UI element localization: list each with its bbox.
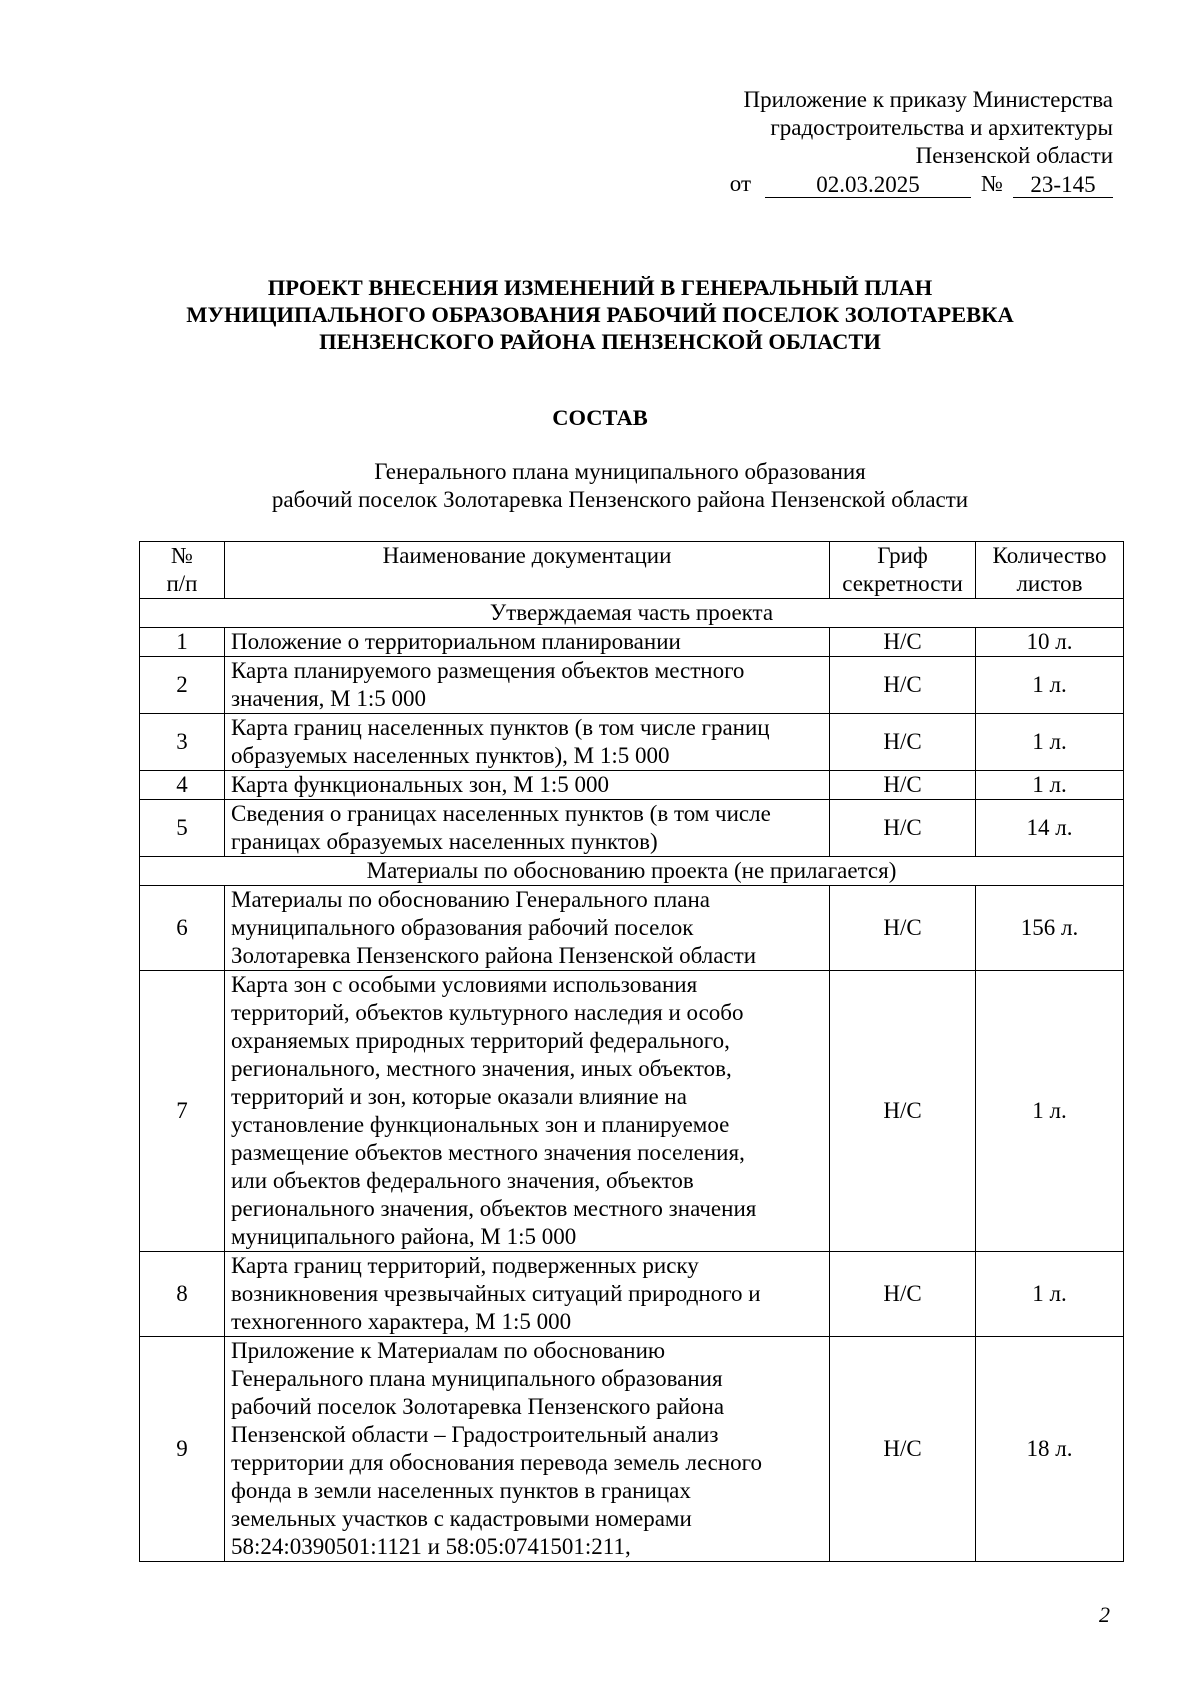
- document-name-line: земельных участков с кадастровыми номерами: [231, 1506, 692, 1531]
- sheet-count: 1 л.: [976, 657, 1124, 714]
- document-name-line: Положение о территориальном планировании: [231, 629, 681, 654]
- sheet-count: 10 л.: [976, 628, 1124, 657]
- document-name-line: Сведения о границах населенных пунктов (в том числе: [231, 801, 771, 826]
- document-name-line: территорий, объектов культурного наследия и особо: [231, 1000, 744, 1025]
- document-name-line: Приложение к Материалам по обоснованию: [231, 1338, 666, 1363]
- document-name-line: Карта границ территорий, подверженных риску: [231, 1253, 699, 1278]
- row-number: 8: [140, 1252, 225, 1337]
- subtitle-line: Генерального плана муниципального образования: [374, 459, 866, 484]
- order-date: 02.03.2025: [765, 173, 971, 198]
- section-title: Материалы по обоснованию проекта (не прилагается): [140, 857, 1124, 886]
- row-number: 7: [140, 971, 225, 1252]
- section-title: Утверждаемая часть проекта: [140, 599, 1124, 628]
- row-number: 5: [140, 800, 225, 857]
- document-name-line: значения, М 1:5 000: [231, 686, 426, 711]
- sheet-count: 1 л.: [976, 714, 1124, 771]
- secrecy-stamp: Н/С: [830, 657, 976, 714]
- sheet-count: 1 л.: [976, 771, 1124, 800]
- header-line: №: [171, 543, 193, 568]
- document-name-line: охраняемых природных территорий федерального,: [231, 1028, 730, 1053]
- date-prefix: от: [729, 171, 752, 196]
- row-number: 2: [140, 657, 225, 714]
- title-line: МУНИЦИПАЛЬНОГО ОБРАЗОВАНИЯ РАБОЧИЙ ПОСЕЛОК ЗОЛОТАРЕВКА: [186, 302, 1014, 327]
- row-number: 1: [140, 628, 225, 657]
- table-row: [140, 714, 1124, 771]
- sheet-count: 1 л.: [976, 971, 1124, 1252]
- document-name-line: образуемых населенных пунктов), М 1:5 000: [231, 743, 670, 768]
- table-row: [140, 800, 1124, 857]
- header-line: Количество: [992, 543, 1107, 568]
- page-number: 2: [1099, 1602, 1110, 1627]
- sheet-count: 1 л.: [976, 1252, 1124, 1337]
- document-name-line: фонда в земли населенных пунктов в границах: [231, 1478, 691, 1503]
- row-number: 6: [140, 886, 225, 971]
- document-name: [225, 971, 830, 1252]
- document-name-line: возникновения чрезвычайных ситуаций природного и: [231, 1281, 761, 1306]
- row-number: 3: [140, 714, 225, 771]
- document-name-line: муниципального образования рабочий поселок: [231, 915, 694, 940]
- document-name: [225, 628, 830, 657]
- document-name-line: регионального, местного значения, иных объектов,: [231, 1056, 732, 1081]
- header-line: листов: [1016, 571, 1083, 596]
- header-number: [140, 542, 225, 599]
- document-title: [0, 274, 1200, 355]
- section-row: [140, 857, 1124, 886]
- order-number: 23-145: [1013, 173, 1113, 198]
- document-name: [225, 800, 830, 857]
- document-name-line: Золотаревка Пензенского района Пензенской области: [231, 943, 757, 968]
- header-line: Пензенской области: [915, 143, 1113, 168]
- document-name-line: Карта функциональных зон, М 1:5 000: [231, 772, 609, 797]
- header-line: Наименование документации: [382, 543, 672, 568]
- table-row: [140, 886, 1124, 971]
- order-date-number: [730, 170, 1113, 198]
- document-name: [225, 1337, 830, 1562]
- title-line: ПЕНЗЕНСКОГО РАЙОНА ПЕНЗЕНСКОЙ ОБЛАСТИ: [319, 329, 881, 354]
- number-prefix: №: [981, 171, 1003, 196]
- document-name: [225, 1252, 830, 1337]
- table-row: [140, 971, 1124, 1252]
- document-name-line: Карта границ населенных пунктов (в том числе границ: [231, 715, 770, 740]
- row-number: 4: [140, 771, 225, 800]
- document-name-line: 58:24:0390501:1121 и 58:05:0741501:211,: [231, 1534, 631, 1559]
- header-line: секретности: [842, 571, 963, 596]
- document-name: [225, 714, 830, 771]
- document-name-line: Карта зон с особыми условиями использования: [231, 972, 698, 997]
- table-row: [140, 1252, 1124, 1337]
- document-name-line: регионального значения, объектов местного значения: [231, 1196, 757, 1221]
- composition-table: [139, 541, 1124, 1562]
- document-name-line: границах образуемых населенных пунктов): [231, 829, 658, 854]
- header-sheets: [976, 542, 1124, 599]
- document-name-line: техногенного характера, М 1:5 000: [231, 1309, 572, 1334]
- secrecy-stamp: Н/С: [830, 886, 976, 971]
- secrecy-stamp: Н/С: [830, 771, 976, 800]
- sheet-count: 14 л.: [976, 800, 1124, 857]
- secrecy-stamp: Н/С: [830, 971, 976, 1252]
- sheet-count: 18 л.: [976, 1337, 1124, 1562]
- secrecy-stamp: Н/С: [830, 800, 976, 857]
- header-name: [225, 542, 830, 599]
- table-row: [140, 771, 1124, 800]
- document-name-line: муниципального района, М 1:5 000: [231, 1224, 577, 1249]
- section-heading: СОСТАВ: [552, 405, 648, 430]
- section-row: [140, 599, 1124, 628]
- order-appendix-header: [730, 86, 1113, 198]
- document-name-line: Генерального плана муниципального образования: [231, 1366, 723, 1391]
- header-line: Гриф: [877, 543, 928, 568]
- document-name-line: рабочий поселок Золотаревка Пензенского района: [231, 1394, 725, 1419]
- document-name-line: Пензенской области – Градостроительный анализ: [231, 1422, 719, 1447]
- secrecy-stamp: Н/С: [830, 1337, 976, 1562]
- document-name: [225, 657, 830, 714]
- row-number: 9: [140, 1337, 225, 1562]
- table-row: [140, 628, 1124, 657]
- secrecy-stamp: Н/С: [830, 1252, 976, 1337]
- header-secrecy: [830, 542, 976, 599]
- subtitle: [0, 458, 1200, 514]
- header-line: п/п: [166, 571, 198, 596]
- table-row: [140, 657, 1124, 714]
- table-row: [140, 1337, 1124, 1562]
- document-name-line: установление функциональных зон и планируемое: [231, 1112, 730, 1137]
- document-name-line: Карта планируемого размещения объектов местного: [231, 658, 745, 683]
- document-name: [225, 771, 830, 800]
- document-name-line: размещение объектов местного значения поселения,: [231, 1140, 745, 1165]
- document-name-line: территорий и зон, которые оказали влияние на: [231, 1084, 687, 1109]
- sheet-count: 156 л.: [976, 886, 1124, 971]
- document-name-line: Материалы по обоснованию Генерального плана: [231, 887, 710, 912]
- title-line: ПРОЕКТ ВНЕСЕНИЯ ИЗМЕНЕНИЙ В ГЕНЕРАЛЬНЫЙ ПЛАН: [267, 275, 933, 300]
- table-header-row: [140, 542, 1124, 599]
- header-line: Приложение к приказу Министерства: [743, 87, 1113, 112]
- secrecy-stamp: Н/С: [830, 714, 976, 771]
- document-name-line: территории для обоснования перевода земель лесного: [231, 1450, 763, 1475]
- document-name: [225, 886, 830, 971]
- subtitle-line: рабочий поселок Золотаревка Пензенского района Пензенской области: [271, 487, 969, 512]
- header-line: градостроительства и архитектуры: [770, 115, 1113, 140]
- secrecy-stamp: Н/С: [830, 628, 976, 657]
- document-name-line: или объектов федерального значения, объектов: [231, 1168, 694, 1193]
